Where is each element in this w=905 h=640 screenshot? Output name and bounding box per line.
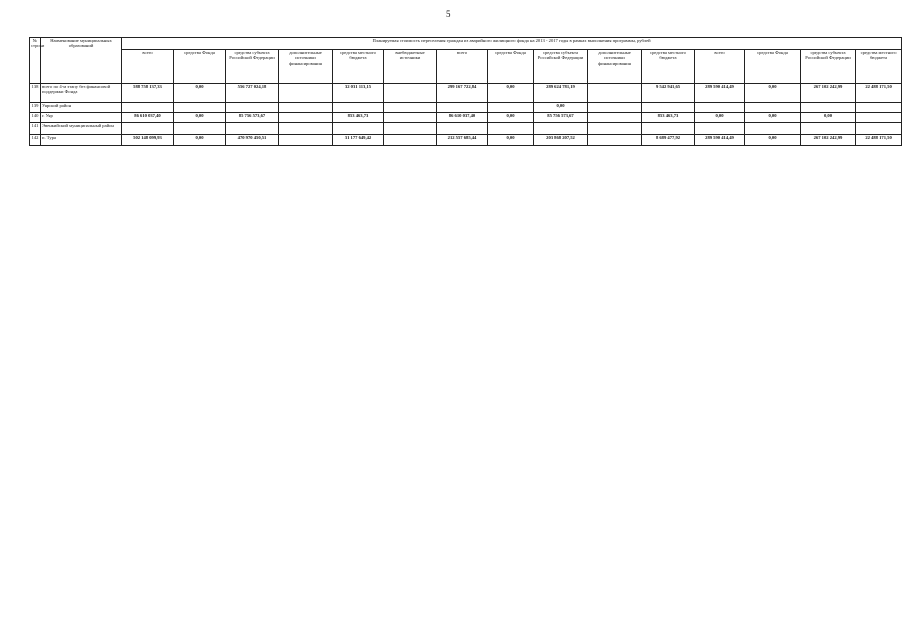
- cost-cell: [856, 103, 902, 113]
- header-municipality-name: Наименование муниципальных образований: [41, 38, 122, 84]
- table-row: [30, 135, 902, 146]
- cost-cell: [642, 103, 695, 113]
- municipality-name: Уярский район: [41, 103, 122, 113]
- cost-cell: [226, 123, 279, 135]
- cost-cell: 0,00: [488, 113, 534, 123]
- header-subcolumn: всего: [437, 50, 488, 84]
- row-number: 140: [30, 113, 41, 123]
- cost-cell: 0,00: [174, 135, 226, 146]
- cost-cell: [279, 135, 333, 146]
- cost-cell: 289 590 414,49: [695, 135, 745, 146]
- cost-cell: [174, 103, 226, 113]
- cost-cell: 86 610 037,40: [437, 113, 488, 123]
- cost-cell: [226, 103, 279, 113]
- header-subcolumn: всего: [122, 50, 174, 84]
- cost-cell: [122, 123, 174, 135]
- cost-cell: 289 590 414,49: [695, 84, 745, 103]
- cost-cell: 85 756 573,67: [534, 113, 588, 123]
- row-number: 142: [30, 135, 41, 146]
- cost-cell: 299 167 722,84: [437, 84, 488, 103]
- cost-cell: [333, 103, 384, 113]
- table-row: [30, 84, 902, 103]
- cost-cell: [745, 103, 801, 113]
- cost-cell: 203 868 207,52: [534, 135, 588, 146]
- cost-cell: 0,00: [488, 135, 534, 146]
- cost-cell: [122, 103, 174, 113]
- cost-cell: [279, 113, 333, 123]
- cost-cell: [384, 135, 437, 146]
- cost-cell: [588, 123, 642, 135]
- header-row-number: № строки: [30, 38, 41, 84]
- cost-cell: [437, 123, 488, 135]
- table-row: [30, 113, 902, 123]
- header-planned-cost-title: Планируемая стоимость переселения граждан из аварийного жилищного фонда на 2013 - 2017 годы в рамках выполнения программы, рублей: [122, 38, 902, 50]
- cost-cell: [174, 123, 226, 135]
- header-subcolumn: дополнительные источники финансирования: [279, 50, 333, 84]
- cost-cell: [588, 113, 642, 123]
- cost-cell: 267 102 242,99: [801, 135, 856, 146]
- cost-cell: 556 727 024,18: [226, 84, 279, 103]
- cost-cell: [588, 84, 642, 103]
- cost-cell: 0,00: [534, 103, 588, 113]
- header-subcolumn: средства местного бюджета: [856, 50, 902, 84]
- cost-cell: 0,00: [745, 113, 801, 123]
- municipality-name: г. Уяр: [41, 113, 122, 123]
- cost-cell: [856, 123, 902, 135]
- cost-cell: [384, 123, 437, 135]
- header-subcolumn: внебюджетные источники: [384, 50, 437, 84]
- cost-cell: [384, 84, 437, 103]
- header-subcolumn: средства Фонда: [174, 50, 226, 84]
- cost-cell: [279, 123, 333, 135]
- cost-cell: 0,00: [695, 113, 745, 123]
- header-subcolumn: средства субъекта Российской Федерации: [226, 50, 279, 84]
- cost-cell: [801, 123, 856, 135]
- header-subcolumn: средства субъекта Российской Федерации: [801, 50, 856, 84]
- cost-cell: [534, 123, 588, 135]
- cost-cell: 86 610 037,40: [122, 113, 174, 123]
- row-number: 138: [30, 84, 41, 103]
- header-subcolumn: средства субъекта Российской Федерации: [534, 50, 588, 84]
- cost-cell: 502 148 099,93: [122, 135, 174, 146]
- cost-cell: 31 177 649,42: [333, 135, 384, 146]
- cost-cell: 470 970 450,51: [226, 135, 279, 146]
- municipality-name: Эвенкийский муниципальный район: [41, 123, 122, 135]
- cost-cell: [856, 113, 902, 123]
- row-number: 139: [30, 103, 41, 113]
- cost-cell: 0,00: [488, 84, 534, 103]
- municipality-name: всего по 4-м этапу без финансовой поддержки Фонда: [41, 84, 122, 103]
- header-subcolumn: средства Фонда: [745, 50, 801, 84]
- cost-cell: 32 031 113,15: [333, 84, 384, 103]
- cost-cell: [745, 123, 801, 135]
- header-subcolumns-row: [30, 50, 902, 84]
- header-subcolumn: средства Фонда: [488, 50, 534, 84]
- cost-cell: 22 488 171,50: [856, 135, 902, 146]
- cost-cell: 22 488 171,50: [856, 84, 902, 103]
- cost-cell: 0,00: [174, 113, 226, 123]
- housing-relocation-cost-table: [29, 37, 902, 146]
- cost-cell: 8 689 477,92: [642, 135, 695, 146]
- cost-cell: 0,00: [745, 135, 801, 146]
- cost-cell: 853 463,73: [642, 113, 695, 123]
- cost-cell: 0,00: [801, 113, 856, 123]
- cost-cell: 0,00: [174, 84, 226, 103]
- cost-cell: [437, 103, 488, 113]
- cost-cell: [695, 123, 745, 135]
- cost-cell: [801, 103, 856, 113]
- row-number: 141: [30, 123, 41, 135]
- cost-cell: 588 758 137,33: [122, 84, 174, 103]
- header-subcolumn: средства местного бюджета: [333, 50, 384, 84]
- header-subcolumn: дополнительные источники финансирования: [588, 50, 642, 84]
- cost-cell: [384, 103, 437, 113]
- header-subcolumn: всего: [695, 50, 745, 84]
- table-row: [30, 123, 902, 135]
- cost-cell: [279, 103, 333, 113]
- cost-cell: 267 102 242,99: [801, 84, 856, 103]
- page-number: 5: [446, 9, 451, 19]
- cost-cell: [588, 103, 642, 113]
- table-row: [30, 103, 902, 113]
- cost-cell: [642, 123, 695, 135]
- cost-cell: 0,00: [745, 84, 801, 103]
- cost-cell: 289 624 781,19: [534, 84, 588, 103]
- cost-cell: [695, 103, 745, 113]
- cost-cell: [488, 103, 534, 113]
- cost-cell: [384, 113, 437, 123]
- table-body: [30, 84, 902, 146]
- cost-cell: 85 756 573,67: [226, 113, 279, 123]
- cost-cell: 853 463,73: [333, 113, 384, 123]
- cost-cell: [588, 135, 642, 146]
- cost-cell: 212 557 685,44: [437, 135, 488, 146]
- cost-cell: [333, 123, 384, 135]
- municipality-name: п. Тура: [41, 135, 122, 146]
- cost-cell: 9 542 941,65: [642, 84, 695, 103]
- header-subcolumn: средства местного бюджета: [642, 50, 695, 84]
- cost-cell: [279, 84, 333, 103]
- cost-cell: [488, 123, 534, 135]
